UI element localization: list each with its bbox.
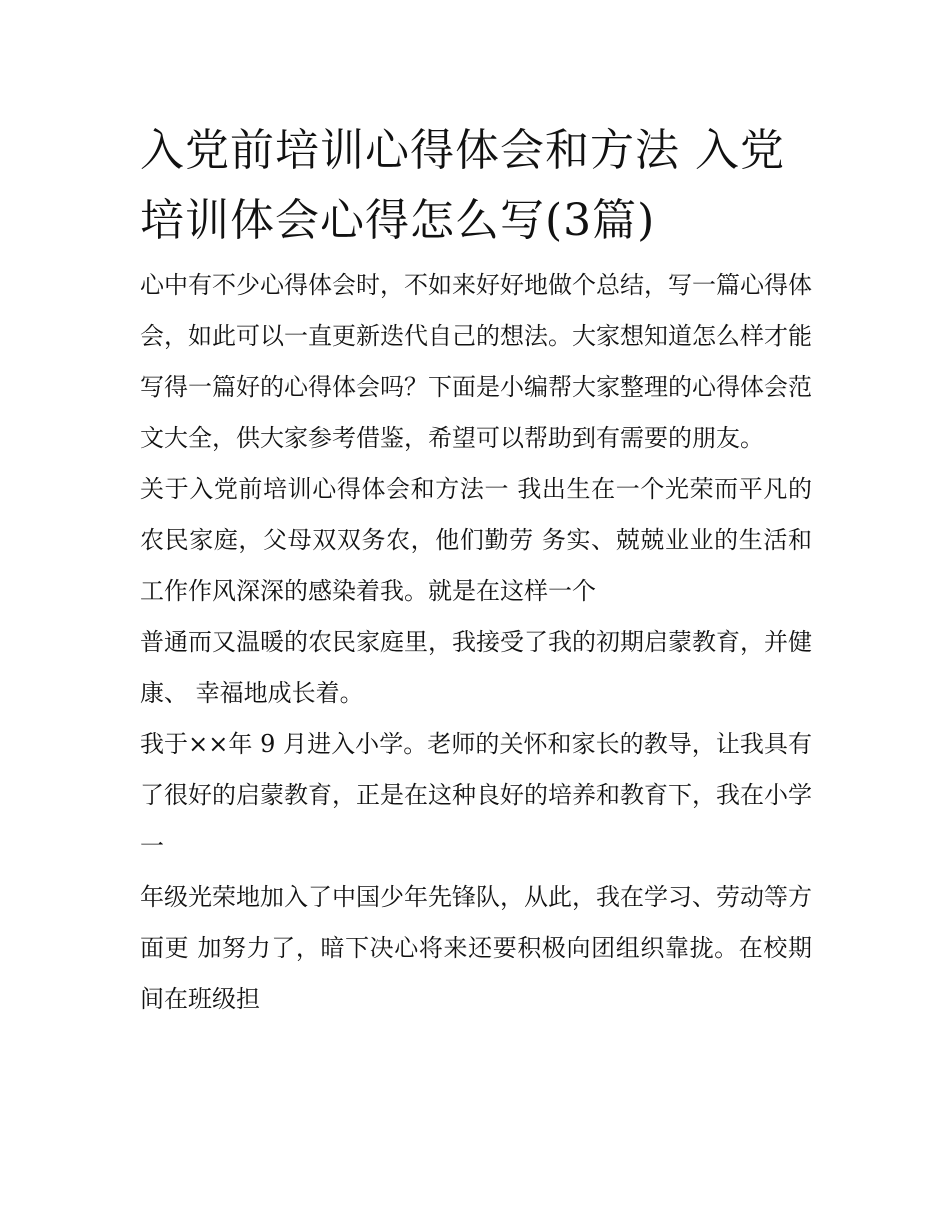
paragraph-young-pioneers: 年级光荣地加入了中国少年先锋队，从此，我在学习、劳动等方面更 加努力了，暗下决心将来还要积极向团组织靠拢。在校期间在班级担 [140,883,812,1013]
document-title: 入党前培训心得体会和方法 入党培训体会心得怎么写(3篇) [140,125,785,246]
paragraph-section-one-opening: 关于入党前培训心得体会和方法一 我出生在一个光荣而平凡的农民家庭，父母双双务农，他们勤劳 务实、兢兢业业的生活和工作作风深深的感染着我。就是在这样一个 [140,475,812,605]
paragraph-intro: 心中有不少心得体会时，不如来好好地做个总结，写一篇心得体会，如此可以一直更新迭代自己的想法。大家想知道怎么样才能写得一篇好的心得体会吗？下面是小编帮大家整理的心得体会范文大全，供大家参考借鉴，希望可以帮助到有需要的朋友。 [140,271,812,452]
paragraph-primary-school: 我于××年 9 月进入小学。老师的关怀和家长的教导，让我具有了很好的启蒙教育，正是在这种良好的培养和教育下，我在小学一 [140,730,812,860]
document-page [140,116,812,1025]
paragraph-family: 普通而又温暖的农民家庭里，我接受了我的初期启蒙教育，并健康、 幸福地成长着。 [140,628,812,707]
